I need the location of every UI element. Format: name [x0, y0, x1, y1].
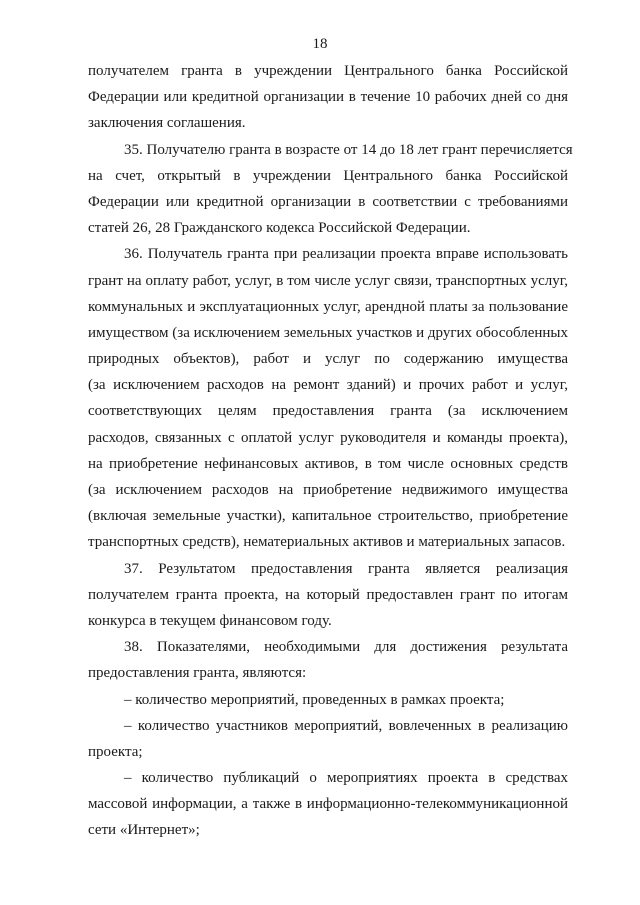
text-line: – количество мероприятий, проведенных в рамках проекта;	[124, 691, 505, 708]
text-line: на счет, открытый в учреждении Центрального банка Российской	[88, 167, 568, 184]
text-line: статей 26, 28 Гражданского кодекса Российской Федерации.	[88, 220, 471, 237]
text-line: 38. Показателями, необходимыми для достижения результата	[124, 639, 568, 656]
text-line: коммунальных и эксплуатационных услуг, арендной платы за пользование	[88, 298, 568, 315]
paragraph-38	[88, 634, 568, 686]
list-item	[88, 713, 568, 765]
text-line: расходов, связанных с оплатой услуг руководителя и команды проекта),	[88, 429, 568, 446]
paragraph-37	[88, 556, 568, 635]
text-line: грант на оплату работ, услуг, в том числе услуг связи, транспортных услуг,	[88, 272, 568, 289]
list-item	[88, 687, 568, 713]
text-line: проекта;	[88, 743, 143, 760]
text-line: на приобретение нефинансовых активов, в том числе основных средств	[88, 455, 568, 472]
text-line: предоставления гранта, являются:	[88, 665, 307, 682]
text-line: 35. Получателю гранта в возрасте от 14 до 18 лет грант перечисляется	[124, 141, 573, 158]
paragraph-36	[88, 241, 568, 555]
text-line: Федерации или кредитной организации в соответствии с требованиями	[88, 193, 568, 210]
list-item	[88, 765, 568, 844]
page-number: 18	[312, 36, 328, 52]
text-line: получателем гранта в учреждении Центрального банка Российской	[88, 63, 568, 79]
text-line: заключения соглашения.	[88, 115, 246, 132]
paragraph-35	[88, 137, 573, 242]
text-line: (за исключением расходов на приобретение недвижимого имущества	[88, 482, 568, 498]
paragraph-continuation	[88, 58, 568, 137]
text-line: (включая земельные участки), капитальное строительство, приобретение	[88, 508, 568, 525]
text-line: конкурса в текущем финансовом году.	[88, 612, 332, 629]
text-line: природных объектов), работ и услуг по содержанию имущества	[88, 351, 568, 368]
text-line: 37. Результатом предоставления гранта является реализация	[124, 560, 568, 577]
text-line: Федерации или кредитной организации в течение 10 рабочих дней со дня	[88, 89, 568, 106]
text-line: сети «Интернет»;	[88, 822, 200, 839]
text-line: транспортных средств), нематериальных активов и материальных запасов.	[88, 534, 566, 551]
text-line: – количество публикаций о мероприятиях проекта в средствах	[124, 770, 568, 787]
text-line: имуществом (за исключением земельных участков и других обособленных	[88, 324, 568, 341]
text-line: получателем гранта проекта, на который предоставлен грант по итогам	[88, 586, 568, 603]
text-line: массовой информации, а также в информационно-телекоммуникационной	[88, 796, 568, 813]
document-body	[88, 58, 573, 844]
text-line: 36. Получатель гранта при реализации проекта вправе использовать	[124, 246, 568, 263]
text-line: – количество участников мероприятий, вовлеченных в реализацию	[124, 717, 568, 734]
text-line: соответствующих целям предоставления гранта (за исключением	[88, 403, 568, 420]
text-line: (за исключением расходов на ремонт зданий) и прочих работ и услуг,	[88, 377, 568, 394]
